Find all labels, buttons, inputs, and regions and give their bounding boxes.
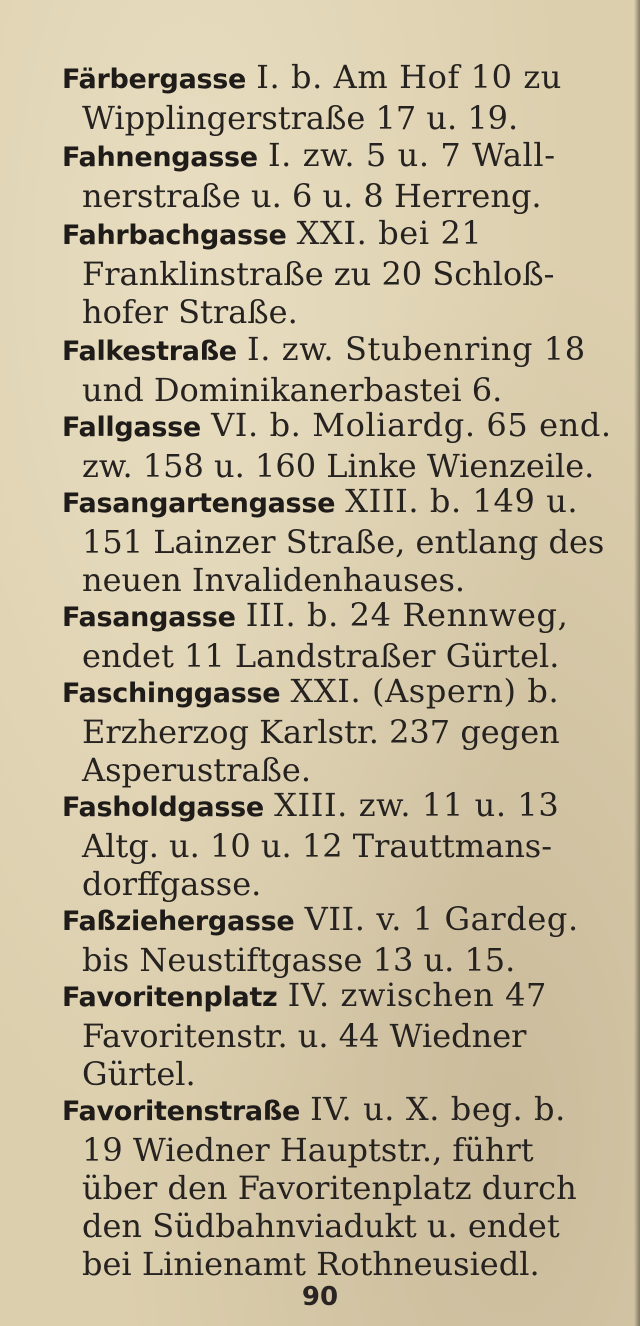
entry-fasangartengasse — [62, 482, 632, 599]
entry-continuation: bis Neustiftgasse 13 u. 15. — [82, 941, 516, 979]
entry-continuation: den Südbahnviadukt u. endet — [82, 1207, 560, 1245]
page-edge-shadow — [634, 0, 640, 1326]
entry-text: XXI. (Aspern) b. — [290, 672, 560, 710]
entry-continuation: zw. 158 u. 160 Linke Wienzeile. — [82, 447, 595, 485]
entry-text: VII. v. 1 Gardeg. — [304, 900, 579, 938]
entry-continuation: endet 11 Landstraßer Gürtel. — [82, 637, 560, 675]
entry-text: XXI. bei 21 — [296, 214, 483, 252]
entry-fahnengasse — [62, 136, 632, 215]
entry-text: I. b. Am Hof 10 zu — [256, 58, 563, 96]
entry-heading: Fahrbachgasse — [62, 220, 287, 251]
entry-text: XIII. b. 149 u. — [345, 482, 579, 520]
entry-continuation: Wipplingerstraße 17 u. 19. — [82, 99, 519, 137]
entry-text: XIII. zw. 11 u. 13 — [274, 786, 560, 824]
entry-continuation: Franklinstraße zu 20 Schloß- — [82, 255, 555, 293]
entry-text: I. zw. 5 u. 7 Wall- — [267, 136, 556, 174]
entry-continuation: über den Favoritenplatz durch — [82, 1169, 577, 1207]
entry-continuation: nerstraße u. 6 u. 8 Herreng. — [82, 177, 542, 215]
entry-faschinggasse — [62, 672, 632, 789]
entry-heading: Faßziehergasse — [62, 906, 295, 937]
entry-continuation: Asperustraße. — [82, 751, 311, 789]
entry-heading: Favoritenplatz — [62, 982, 278, 1013]
entry-heading: Fasangasse — [62, 602, 236, 633]
entry-text: I. zw. Stubenring 18 — [247, 330, 586, 368]
entry-text: IV. zwischen 47 — [287, 976, 548, 1014]
entry-heading: Fallgasse — [62, 412, 201, 443]
entry-fasangasse — [62, 596, 632, 675]
entry-continuation: Altg. u. 10 u. 12 Trauttmans- — [82, 827, 553, 865]
page-number: 90 — [301, 1282, 339, 1312]
entry-heading: Färbergasse — [62, 64, 247, 95]
entry-falkestrasse — [62, 330, 632, 409]
entry-continuation: hofer Straße. — [82, 293, 298, 331]
entry-fallgasse — [62, 406, 632, 485]
entry-heading: Favoritenstraße — [62, 1096, 300, 1127]
entry-heading: Faschinggasse — [62, 678, 281, 709]
entry-text: III. b. 24 Rennweg, — [245, 596, 569, 634]
entry-continuation: bei Linienamt Rothneusiedl. — [82, 1245, 540, 1283]
entry-continuation: Favoritenstr. u. 44 Wiedner — [82, 1017, 527, 1055]
entry-heading: Fahnengasse — [62, 142, 258, 173]
entry-text: IV. u. X. beg. b. — [310, 1090, 566, 1128]
entry-favoritenstrasse — [62, 1090, 632, 1283]
entry-continuation: Gürtel. — [82, 1055, 196, 1093]
entry-favoritenplatz — [62, 976, 632, 1093]
entry-heading: Fasholdgasse — [62, 792, 264, 823]
entry-heading: Fasangartengasse — [62, 488, 336, 519]
entry-continuation: 19 Wiedner Hauptstr., führt — [82, 1131, 534, 1169]
entry-continuation: 151 Lainzer Straße, entlang des — [82, 523, 605, 561]
entry-text: VI. b. Moliardg. 65 end. — [211, 406, 612, 444]
entry-fahrbachgasse — [62, 214, 632, 331]
entry-continuation: und Dominikanerbastei 6. — [82, 371, 503, 409]
entry-fasholdgasse — [62, 786, 632, 903]
entry-heading: Falkestraße — [62, 336, 237, 367]
entry-continuation: dorffgasse. — [82, 865, 262, 903]
entry-fassziehergasse — [62, 900, 632, 979]
entry-faerbergasse — [62, 58, 632, 137]
entry-continuation: Erzherzog Karlstr. 237 gegen — [82, 713, 560, 751]
entry-continuation: neuen Invalidenhauses. — [82, 561, 466, 599]
